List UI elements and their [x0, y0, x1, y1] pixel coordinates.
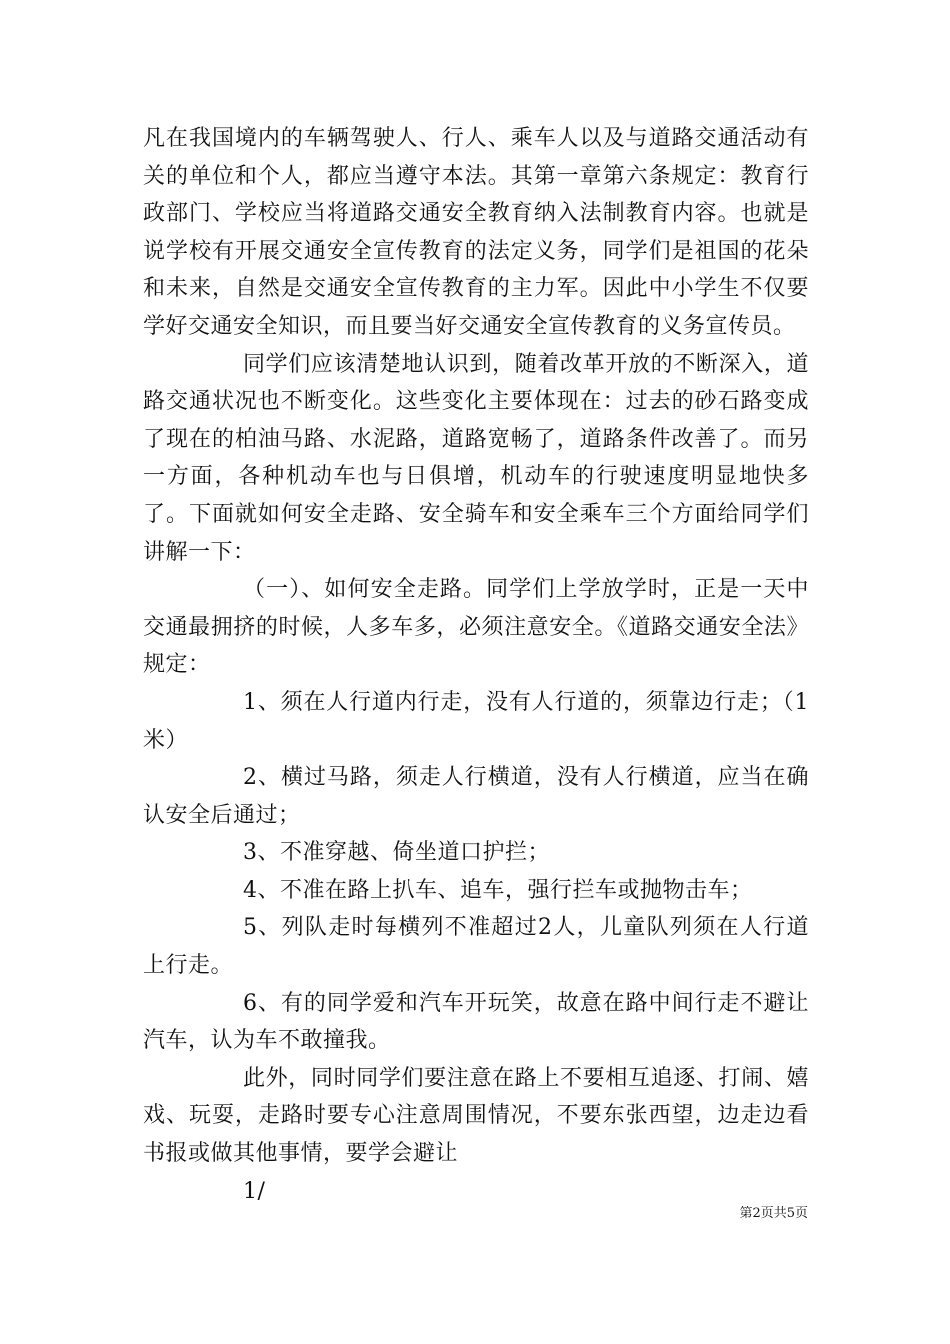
rule-item-4: 4、不准在路上扒车、追车，强行拦车或抛物击车； — [243, 877, 753, 903]
rule-item-6: 6、有的同学爱和汽车开玩笑，故意在路中间行走不避让汽车，认为车不敢撞我。 — [143, 990, 809, 1054]
paragraph-safe-walking-intro: （一）、如何安全走路。同学们上学放学时，正是一天中交通最拥挤的时候，人多车多，必须注意安全。《道路交通安全法》规定： — [143, 577, 809, 678]
paragraph-road-changes: 同学们应该清楚地认识到，随着改革开放的不断深入，道路交通状况也不断变化。这些变化主要体现在：过去的砂石路变成了现在的柏油马路、水泥路，道路宽畅了，道路条件改善了。而另一方面，各种机动车也与日俱增，机动车的行驶速度明显地快多了。下面就如何安全走路、安全骑车和安全乘车三个方面给同学们讲解一下： — [143, 351, 809, 565]
rule-item-2: 2、横过马路，须走人行横道，没有人行横道，应当在确认安全后通过； — [143, 765, 809, 828]
document-body — [143, 120, 809, 1210]
paragraph-additional-advice: 此外，同时同学们要注意在路上不要相互追逐、打闹、嬉戏、玩耍，走路时要专心注意周围情况，不要东张西望，边走边看书报或做其他事情，要学会避让 — [143, 1065, 809, 1167]
rule-item-1: 1、须在人行道内行走，没有人行道的，须靠边行走；（1米） — [143, 689, 809, 753]
rule-item-3: 3、不准穿越、倚坐道口护拦； — [243, 840, 550, 866]
inline-page-marker: 1/ — [243, 1178, 266, 1204]
paragraph-traffic-law-scope: 凡在我国境内的车辆驾驶人、行人、乘车人以及与道路交通活动有关的单位和个人，都应当遵守本法。其第一章第六条规定：教育行政部门、学校应当将道路交通安全教育纳入法制教育内容。也就是说学校有开展交通安全宣传教育的法定义务，同学们是祖国的花朵和未来，自然是交通安全宣传教育的主力军。因此中小学生不仅要学好交通安全知识，而且要当好交通安全宣传教育的义务宣传员。 — [143, 126, 809, 339]
page-footer: 第2页共5页 — [739, 1206, 808, 1221]
rule-item-5: 5、列队走时每横列不准超过2人，儿童队列须在人行道上行走。 — [143, 915, 809, 979]
